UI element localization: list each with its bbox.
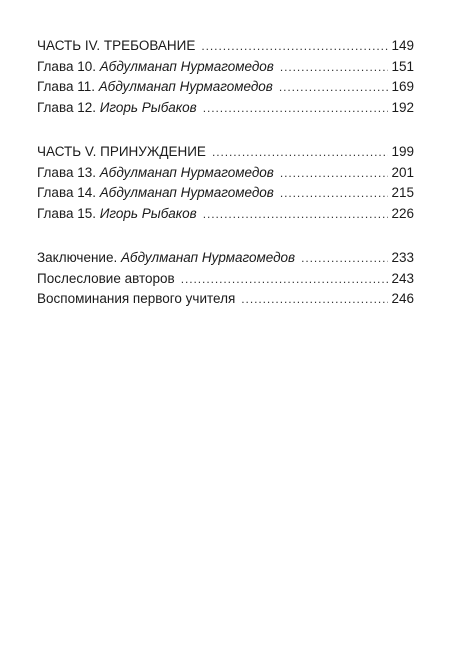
toc-entry-title: Послесловие авторов [37, 270, 175, 286]
dot-leader [212, 142, 389, 163]
toc-entry-label [37, 183, 274, 204]
toc-entry [37, 269, 414, 290]
dot-leader [203, 204, 389, 225]
toc-entry-author: Игорь Рыбаков [99, 99, 197, 115]
toc-entry-page: 199 [391, 144, 414, 159]
toc-entry-page: 169 [391, 79, 414, 94]
toc-entry [37, 163, 414, 184]
dot-leader [279, 77, 389, 98]
dot-leader [280, 57, 389, 78]
toc-entry-title: Глава 10. [37, 58, 100, 74]
toc-entry-title: ЧАСТЬ V. ПРИНУЖДЕНИЕ [37, 144, 206, 159]
toc-entry-label [37, 163, 274, 184]
toc-entry [37, 36, 414, 57]
dot-leader [201, 36, 388, 57]
toc-entry [37, 248, 414, 269]
toc-group-afterword [37, 248, 414, 310]
toc-entry [37, 57, 414, 78]
toc-entry-page: 226 [391, 205, 414, 221]
toc-entry-page: 246 [391, 291, 414, 306]
toc-entry-label [37, 142, 206, 163]
toc-entry-label [37, 289, 235, 310]
toc-entry-label [37, 269, 175, 290]
toc-entry-page: 149 [391, 38, 414, 53]
toc-entry-author: Абдулманап Нурмагомедов [98, 79, 273, 94]
dot-leader [203, 98, 389, 119]
table-of-contents [37, 36, 414, 310]
toc-group-part-5 [37, 142, 414, 224]
toc-entry-label [37, 98, 197, 119]
toc-entry-title: ЧАСТЬ IV. ТРЕБОВАНИЕ [37, 38, 196, 53]
dot-leader [181, 269, 389, 290]
toc-entry-title: Глава 14. [37, 185, 100, 200]
toc-entry-author: Абдулманап Нурмагомедов [99, 58, 274, 74]
toc-entry-author: Абдулманап Нурмагомедов [99, 164, 274, 180]
toc-entry-title: Глава 13. [37, 164, 100, 180]
toc-entry-label [37, 36, 195, 57]
toc-entry-page: 215 [391, 185, 414, 200]
toc-entry-author: Абдулманап Нурмагомедов [99, 185, 274, 200]
toc-entry-title: Заключение. [37, 250, 121, 265]
toc-entry-label [37, 77, 273, 98]
toc-entry-author: Игорь Рыбаков [99, 205, 197, 221]
toc-entry-title: Глава 12. [37, 99, 100, 115]
toc-entry-label [37, 248, 295, 269]
toc-entry [37, 77, 414, 98]
toc-entry-page: 151 [391, 58, 414, 74]
toc-entry-page: 201 [391, 164, 414, 180]
toc-entry-page: 233 [391, 250, 414, 265]
toc-entry-title: Воспоминания первого учителя [37, 291, 236, 306]
toc-group-part-4 [37, 36, 414, 118]
dot-leader [241, 289, 388, 310]
toc-entry-author: Абдулманап Нурмагомедов [120, 250, 296, 265]
toc-entry-label [37, 57, 274, 78]
toc-entry [37, 204, 414, 225]
toc-entry [37, 289, 414, 310]
toc-entry-title: Глава 11. [37, 79, 99, 94]
toc-entry [37, 142, 414, 163]
dot-leader [280, 183, 389, 204]
toc-entry-label [37, 204, 197, 225]
toc-entry [37, 98, 414, 119]
toc-entry-title: Глава 15. [37, 205, 100, 221]
toc-entry-page: 243 [391, 270, 414, 286]
dot-leader [280, 163, 389, 184]
toc-entry [37, 183, 414, 204]
toc-entry-page: 192 [391, 99, 414, 115]
dot-leader [301, 248, 388, 269]
